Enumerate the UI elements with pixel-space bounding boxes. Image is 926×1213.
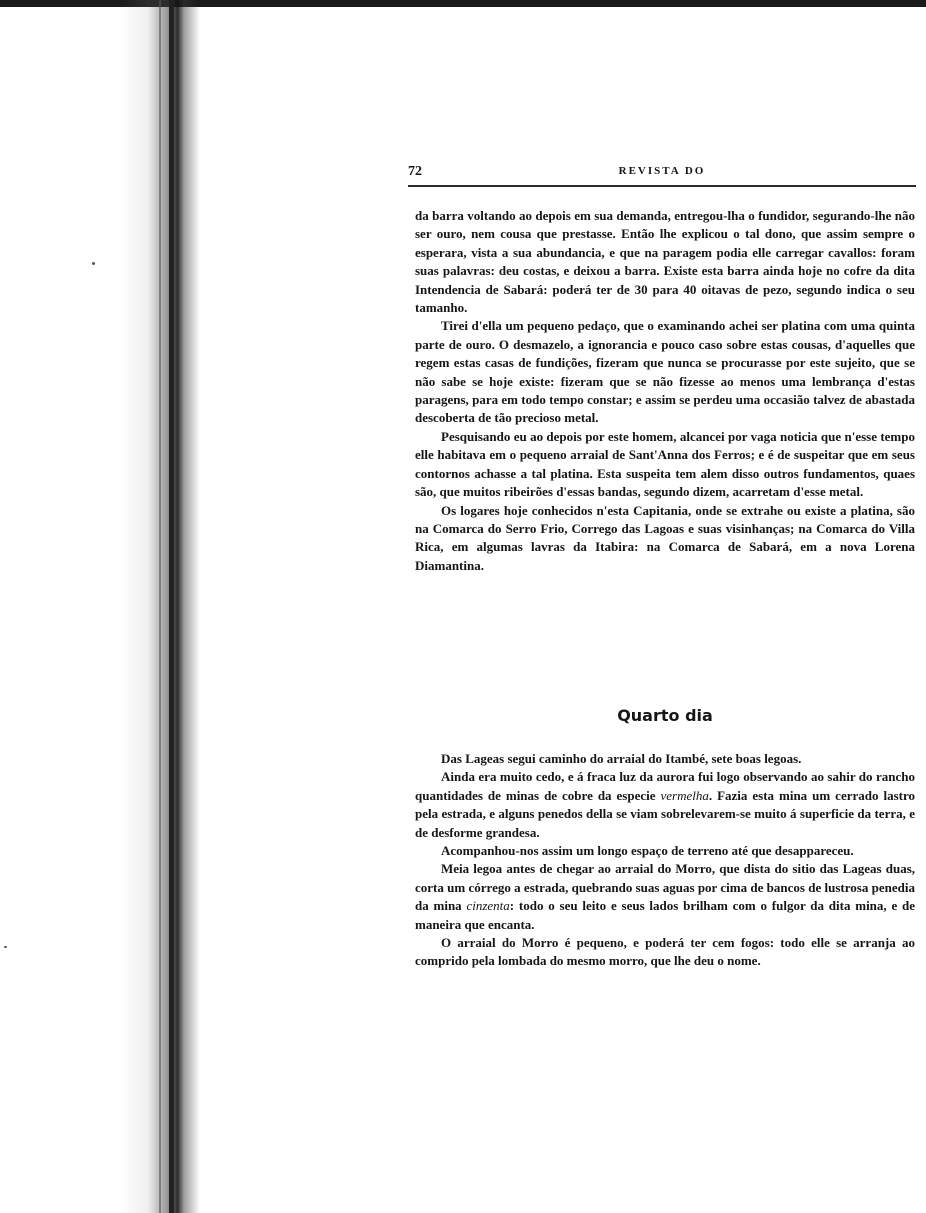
book-spine-line [169, 0, 174, 1213]
section-heading: Quarto dia [617, 706, 713, 725]
scan-speck [92, 262, 95, 265]
paragraph [415, 768, 915, 842]
paragraph: Pesquisando eu ao depois por este homem, alcancei por vaga noticia que n'esse tempo elle habitava em o pequeno arraial de Sant'Anna dos Ferros; e é de suspeitar que em seus contornos achasse a tal platina. Esta suspeita tem alem disso outros fundamentos, quaes são, que muitos ribeirões d'essas bandas, segundo dizem, acarretam d'esse metal. [415, 428, 915, 500]
paragraph: da barra voltando ao depois em sua demanda, entregou-lha o fundidor, segurando-lhe não ser ouro, nem cousa que prestasse. Então lhe explicou o tal dono, que assim sempre o esperara, vista a sua abundancia, e que na paragem podia elle carregar cavallos: foram suas palavras: deu costas, e deixou a barra. Existe esta barra ainda hoje no cofre da dita Intendencia de Sabará: poderá ter de 30 para 40 oitavas de pezo, segundo indica o seu tamanho. [415, 208, 915, 316]
paragraph: Das Lageas segui caminho do arraial do Itambé, sete boas legoas. [441, 751, 802, 766]
italic-term: cinzenta [466, 898, 510, 914]
body-text-after-section [415, 750, 915, 971]
paragraph: O arraial do Morro é pequeno, e poderá ter cem fogos: todo elle se arranja ao comprido pela lombada do mesmo morro, que lhe deu o nome. [415, 935, 915, 969]
paragraph: Acompanhou-nos assim um longo espaço de terreno até que desappareceu. [441, 843, 854, 859]
paragraph: Tirei d'ella um pequeno pedaço, que o examinando achei ser platina com uma quinta parte de ouro. O desmazelo, a ignorancia e pouco caso sobre estas cousas, d'aquelles que regem estas casas de fundições, fizeram que nunca se procurasse por este sujeito, que se não sabe se hoje existe: fizeram que se não fizesse ao menos uma lembrança d'estas paragens, para em todo tempo constar; e assim se perdeu uma occasião talvez de abastada descoberta de tão precioso metal. [415, 318, 915, 426]
scan-speck [4, 946, 7, 948]
paragraph-text: . Fazia esta mina um cerrado lastro pela estrada, e alguns penedos della se viam sobrelevarem-se muito á superficie da terra, e de desforme grandesa. [415, 787, 915, 840]
header-rule [408, 185, 916, 187]
paragraph [415, 860, 915, 934]
italic-term: vermelha [660, 787, 709, 803]
paragraph-text: : todo o seu leito e seus lados brilham com o fulgor da dita mina, e de maneira que encanta. [415, 898, 915, 932]
paragraph-text: Meia legoa antes de chegar ao arraial do Morro, que dista do sitio das Lageas duas, corta um córrego a estrada, quebrando suas aguas por cima de bancos de lustrosa penedia da mina [415, 861, 915, 914]
body-text-before-section [415, 207, 915, 575]
paragraph: Os logares hoje conhecidos n'esta Capitania, onde se extrahe ou existe a platina, são na Comarca do Serro Frio, Corrego das Lagoas e suas visinhanças; na Comarca do Villa Rica, em algumas lavras da Itabira: na Comarca de Sabará, em a nova Lorena Diamantina. [415, 502, 915, 573]
paragraph-text: Ainda era muito cedo, e á fraca luz da aurora fui logo observando ao sahir do rancho quantidades de minas de cobre da especie [415, 769, 915, 803]
page-header [408, 164, 916, 184]
book-spine-edge [159, 0, 161, 1213]
page-number: 72 [408, 164, 422, 179]
running-head: REVISTA DO [618, 165, 706, 177]
